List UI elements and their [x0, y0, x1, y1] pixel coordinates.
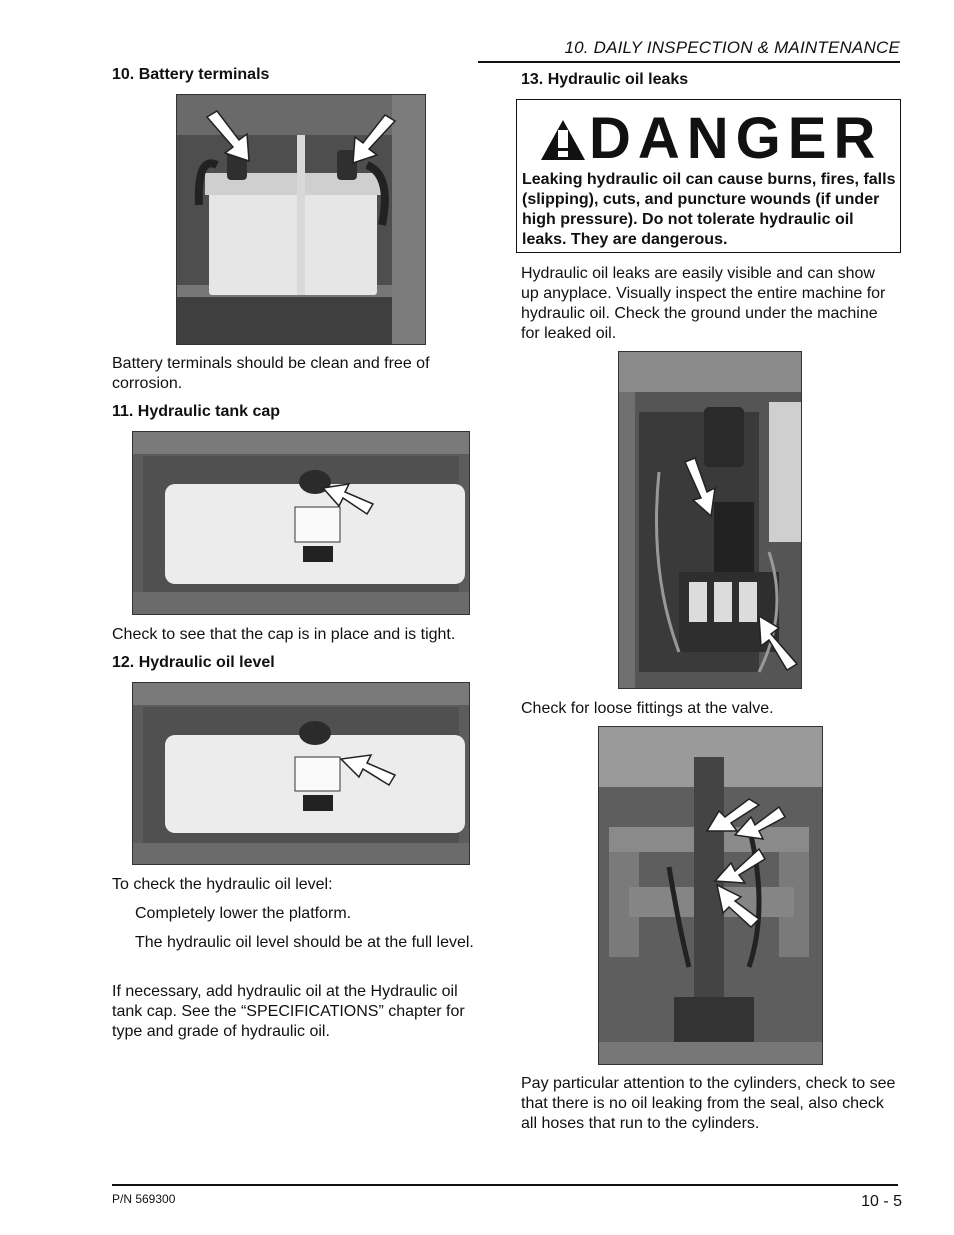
cylinders-text: Pay particular attention to the cylinders, check to see that there is no oil leaking from the seal, also check all hoses that run to the cylinders. — [521, 1075, 896, 1132]
danger-box — [516, 99, 901, 253]
cylinders-photo — [598, 726, 823, 1065]
heading-hydraulic-oil-leaks: 13. Hydraulic oil leaks — [521, 71, 689, 88]
battery-terminals-text: Battery terminals should be clean and free of corrosion. — [112, 355, 430, 392]
page-number: 10 - 5 — [861, 1193, 902, 1210]
hydraulic-tank-cap-photo — [132, 431, 470, 615]
oil-level-step-2: The hydraulic oil level should be at the full level. — [135, 934, 474, 951]
footer-rule — [112, 1184, 898, 1186]
danger-text: Leaking hydraulic oil can cause burns, fires, falls (slipping), cuts, and puncture wounds (if under high pressure). Do not tolerate hydraulic oil leaks. They are dangerous. — [522, 171, 896, 248]
oil-level-intro: To check the hydraulic oil level: — [112, 876, 333, 893]
part-number: P/N 569300 — [112, 1192, 176, 1206]
danger-warning-icon — [539, 118, 587, 162]
tank-cap-text: Check to see that the cap is in place and is tight. — [112, 626, 456, 643]
valve-caption: Check for loose fittings at the valve. — [521, 700, 774, 717]
header-rule — [478, 61, 900, 63]
heading-hydraulic-oil-level: 12. Hydraulic oil level — [112, 654, 275, 671]
oil-level-outro: If necessary, add hydraulic oil at the Hydraulic oil tank cap. See the “SPECIFICATIONS” chapter for type and grade of hydraulic oil. — [112, 983, 465, 1040]
battery-terminals-photo — [176, 94, 426, 345]
heading-hydraulic-tank-cap: 11. Hydraulic tank cap — [112, 403, 281, 420]
hydraulic-oil-level-photo — [132, 682, 470, 865]
heading-battery-terminals: 10. Battery terminals — [112, 66, 270, 83]
oil-level-step-1: Completely lower the platform. — [135, 905, 352, 922]
oil-leaks-text: Hydraulic oil leaks are easily visible and can show up anyplace. Visually inspect the entire machine for hydraulic oil. Check the ground under the machine for leaked oil. — [521, 265, 886, 342]
valve-fittings-photo — [618, 351, 802, 689]
danger-word: DANGER — [589, 106, 883, 171]
section-header-title: 10. DAILY INSPECTION & MAINTENANCE — [564, 38, 900, 57]
